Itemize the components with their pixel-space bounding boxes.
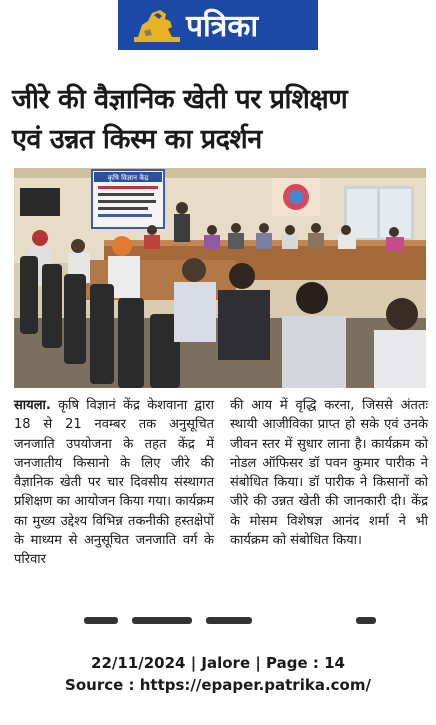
source-link[interactable]: Source : https://epaper.patrika.com/ [65,676,371,694]
lion-logo-icon [132,7,182,43]
article-text-left: कृषि विज्ञानं केंद्र केशवाना द्वारा 18 से 21 नवम्बर तक अनुसूचित जनजाति उपयोजना के तहत केंद्र में जनजातीय किसानो के लिए जीरे की वैज्ञानिक खेती पर चार दिवसीय संस्थागत प्रशिक्षण का आयोजन किया गया। कार्यक्रम का मुख्य उद्देश्य विभिन्न तकनीकी हस्तक्षेपों के माध्यम से अनुसूचित जनजाति वर्ग के परिवार [14,398,214,568]
article-headline [12,80,430,160]
meeting-photo [14,168,426,388]
edition-info: 22/11/2024 | Jalore | Page : 14 [91,654,345,672]
banner-text: कृषि विज्ञान केंद्र [107,174,149,182]
cutoff-next-heading [14,610,424,624]
headline-line-2: एवं उन्नत किस्म का प्रदर्शन [12,124,262,155]
masthead-title: पत्रिका [186,9,259,44]
article-text-right: की आय में वृद्धि करना, जिससे अंततः स्थायी आजीविका प्राप्त हो सके एवं उनके जीवन स्तर में सुधार लाना है। कार्यक्रम को नोडल ऑफिसर डॉ पवन कुमार पारीक ने संबोधित किया। डॉ पारीक ने किसानों को जीरे की उन्नत खेती की जानकारी दी। केंद्र के मोसम विशेषज्ञ आनंद शर्मा ने भी कार्यक्रम को संबोधित किया। [230,398,428,549]
article-photo [14,168,426,388]
article-column-left [14,396,214,570]
dateline: सायला. [14,398,51,413]
article-column-right [230,396,428,550]
masthead [118,0,318,50]
headline-line-1: जीरे की वैज्ञानिक खेती पर प्रशिक्षण [12,84,348,115]
cutoff-text-line [14,66,424,74]
